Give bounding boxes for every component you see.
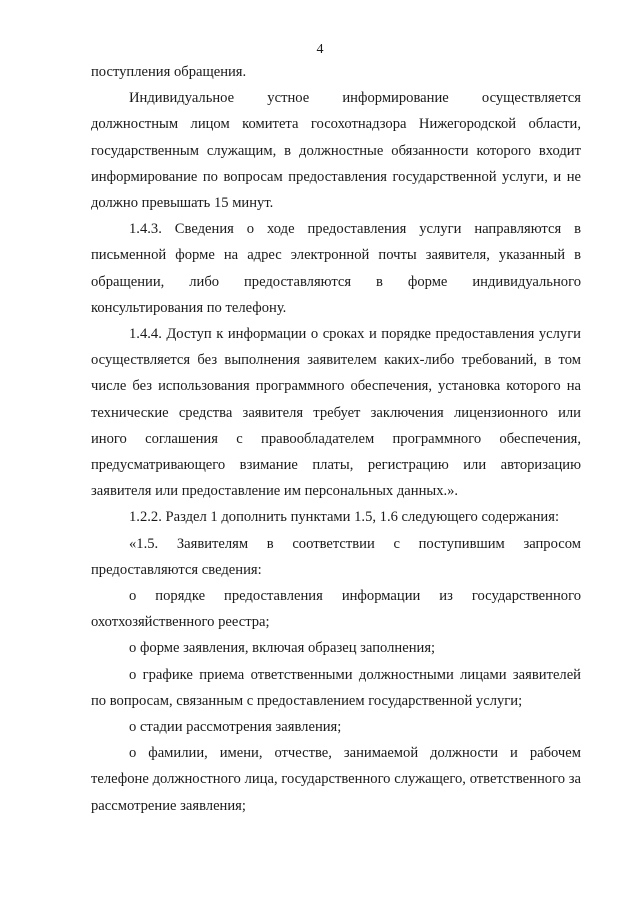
paragraph-1-4-3: 1.4.3. Сведения о ходе предоставления услуги направляются в письменной форме на адрес электронной почты заявителя, указанный в обращении, либо предоставляются в форме индивидуального консультирования по телефону. xyxy=(91,221,581,316)
list-item-official-contacts: о фамилии, имени, отчестве, занимаемой должности и рабочем телефоне должностного лица, государственного служащего, ответственного за рассмотрение заявления; xyxy=(91,745,581,814)
paragraph-individual-informing: Индивидуальное устное информирование осуществляется должностным лицом комитета госохотнадзора Нижегородской области, государственным служащим, в должностные обязанности которого входит информирование по вопросам предоставления государственной услуги, и не должно превышать 15 минут. xyxy=(91,90,581,212)
paragraph-1-4-4: 1.4.4. Доступ к информации о сроках и порядке предоставления услуги осуществляется без выполнения заявителем каких-либо требований, в том числе без использования программного обеспечения, установка которого на технические средства заявителя требует заключения лицензионного или иного соглашения с правообладателем программного обеспечения, предусматривающего взимание платы, регистрацию или авторизацию заявителя или предоставление им персональных данных.». xyxy=(91,326,581,500)
page-number: 4 xyxy=(316,42,324,57)
list-item-reception-schedule: о графике приема ответственными должностными лицами заявителей по вопросам, связанным с предоставлением государственной услуги; xyxy=(91,666,581,709)
paragraph-1-2-2: 1.2.2. Раздел 1 дополнить пунктами 1.5, 1.6 следующего содержания: xyxy=(129,509,560,526)
list-item-application-form: о форме заявления, включая образец заполнения; xyxy=(129,640,436,657)
list-item-registry-info: о порядке предоставления информации из государственного охотхозяйственного реестра; xyxy=(91,588,581,631)
paragraph-1-5: «1.5. Заявителям в соответствии с поступившим запросом предоставляются сведения: xyxy=(91,535,581,578)
paragraph-continuation: поступления обращения. xyxy=(91,64,247,80)
document-body xyxy=(91,59,581,819)
list-item-review-stage: о стадии рассмотрения заявления; xyxy=(129,719,342,736)
